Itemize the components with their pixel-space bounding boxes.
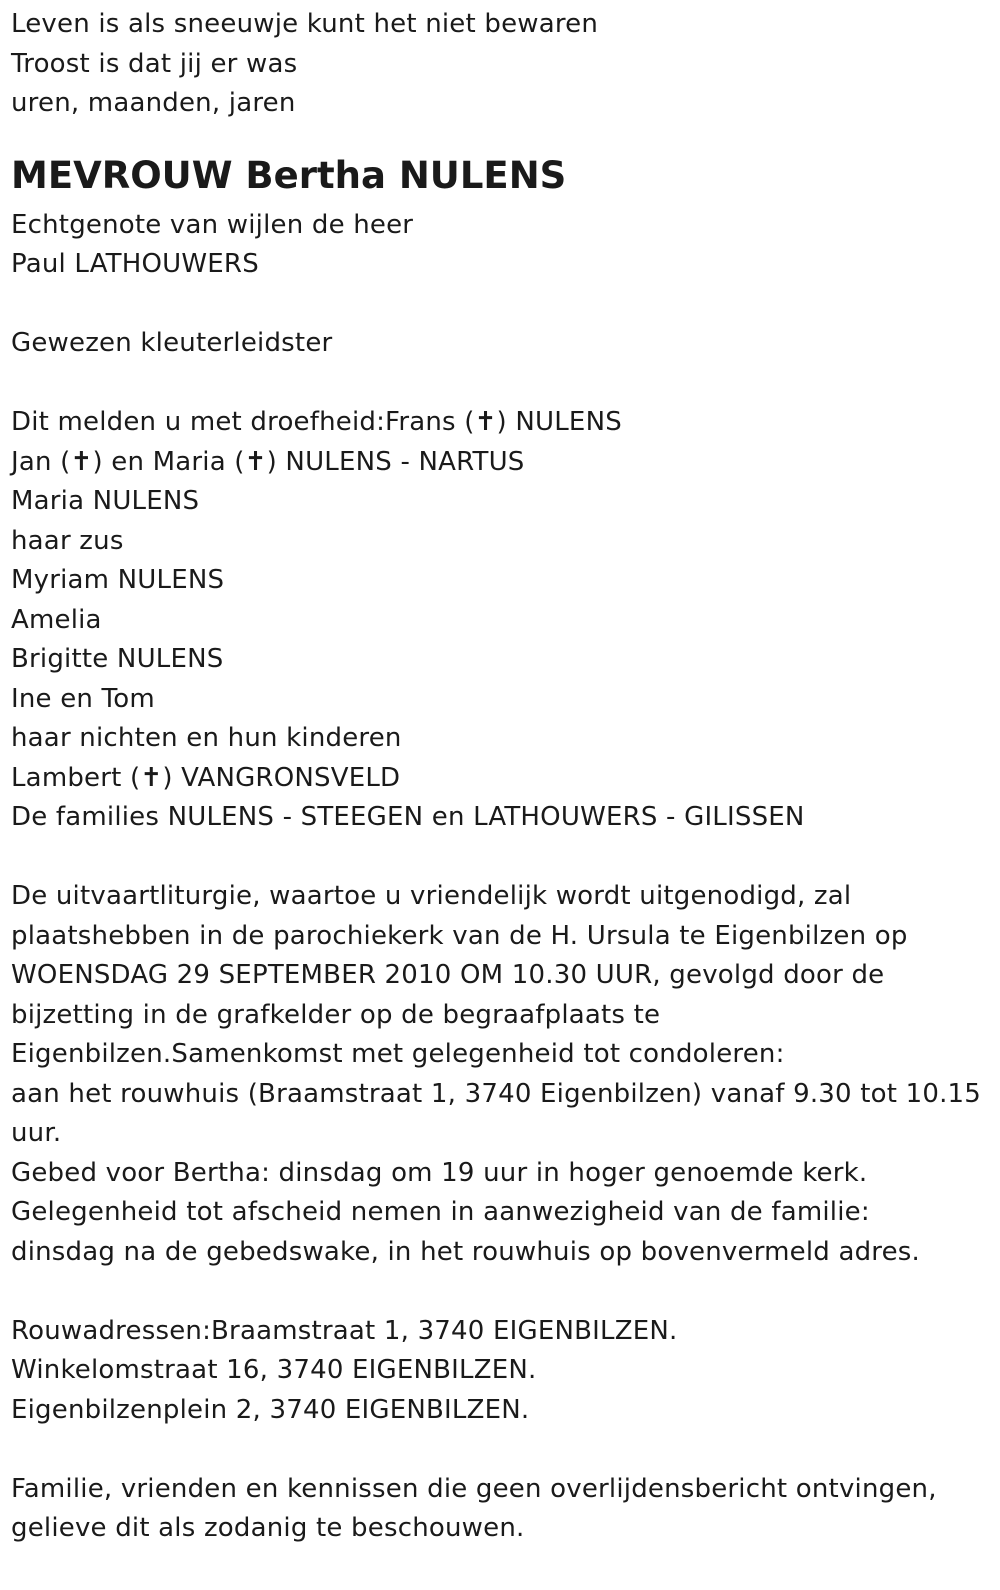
funeral-line: De uitvaartliturgie, waartoe u vriendelijk wordt uitgenodigd, zal	[11, 881, 852, 911]
poem-line: Leven is als sneeuwje kunt het niet bewaren	[11, 9, 599, 39]
spouse-line: Paul LATHOUWERS	[11, 249, 259, 279]
mourners-list	[11, 403, 991, 838]
funeral-line: uur.	[11, 1118, 62, 1148]
spacer	[11, 838, 991, 878]
mourner-line: Brigitte NULENS	[11, 644, 224, 674]
mourner-line: Ine en Tom	[11, 683, 155, 714]
mourning-addresses	[11, 1312, 991, 1431]
funeral-line: bijzetting in de grafkelder op de begraafplaats te	[11, 999, 661, 1030]
mourner-line: Myriam NULENS	[11, 565, 225, 595]
address-line: Rouwadressen:Braamstraat 1, 3740 EIGENBILZEN.	[11, 1315, 678, 1346]
funeral-line: WOENSDAG 29 SEPTEMBER 2010 OM 10.30 UUR, gevolgd door de	[11, 960, 885, 990]
poem-line: Troost is dat jij er was	[11, 48, 298, 79]
death-notice	[11, 5, 991, 1549]
spacer	[11, 285, 991, 325]
mourner-line: haar zus	[11, 525, 124, 556]
closing-line: Familie, vrienden en kennissen die geen overlijdensbericht ontvingen,	[11, 1473, 937, 1504]
address-line: Winkelomstraat 16, 3740 EIGENBILZEN.	[11, 1355, 537, 1385]
mourner-line: Dit melden u met droefheid:Frans (✝) NULENS	[11, 407, 622, 437]
funeral-line: Gelegenheid tot afscheid nemen in aanwezigheid van de familie:	[11, 1197, 870, 1227]
mourner-line: Lambert (✝) VANGRONSVELD	[11, 762, 401, 793]
funeral-line: dinsdag na de gebedswake, in het rouwhuis op bovenvermeld adres.	[11, 1236, 920, 1267]
deceased-name: MEVROUW Bertha NULENS	[11, 153, 567, 197]
funeral-details	[11, 877, 991, 1272]
spacer	[11, 1430, 991, 1470]
closing-line: gelieve dit als zodanig te beschouwen.	[11, 1513, 525, 1543]
funeral-line: plaatshebben in de parochiekerk van de H. Ursula te Eigenbilzen op	[11, 920, 908, 951]
occupation: Gewezen kleuterleidster	[11, 328, 333, 358]
spacer	[11, 364, 991, 404]
funeral-line: Gebed voor Bertha: dinsdag om 19 uur in hoger genoemde kerk.	[11, 1157, 868, 1188]
mourner-line: De families NULENS - STEEGEN en LATHOUWERS - GILISSEN	[11, 802, 805, 832]
closing-note	[11, 1470, 991, 1549]
mourner-line: haar nichten en hun kinderen	[11, 723, 402, 753]
mourner-line: Amelia	[11, 604, 102, 635]
address-line: Eigenbilzenplein 2, 3740 EIGENBILZEN.	[11, 1394, 530, 1425]
mourner-line: Jan (✝) en Maria (✝) NULENS - NARTUS	[11, 446, 525, 477]
poem	[11, 5, 991, 124]
poem-line: uren, maanden, jaren	[11, 88, 296, 118]
mourner-line: Maria NULENS	[11, 486, 200, 516]
funeral-line: Eigenbilzen.Samenkomst met gelegenheid tot condoleren:	[11, 1039, 785, 1069]
funeral-line: aan het rouwhuis (Braamstraat 1, 3740 Eigenbilzen) vanaf 9.30 tot 10.15	[11, 1078, 982, 1109]
spacer	[11, 1272, 991, 1312]
spouse-info	[11, 206, 991, 285]
spouse-line: Echtgenote van wijlen de heer	[11, 209, 414, 240]
